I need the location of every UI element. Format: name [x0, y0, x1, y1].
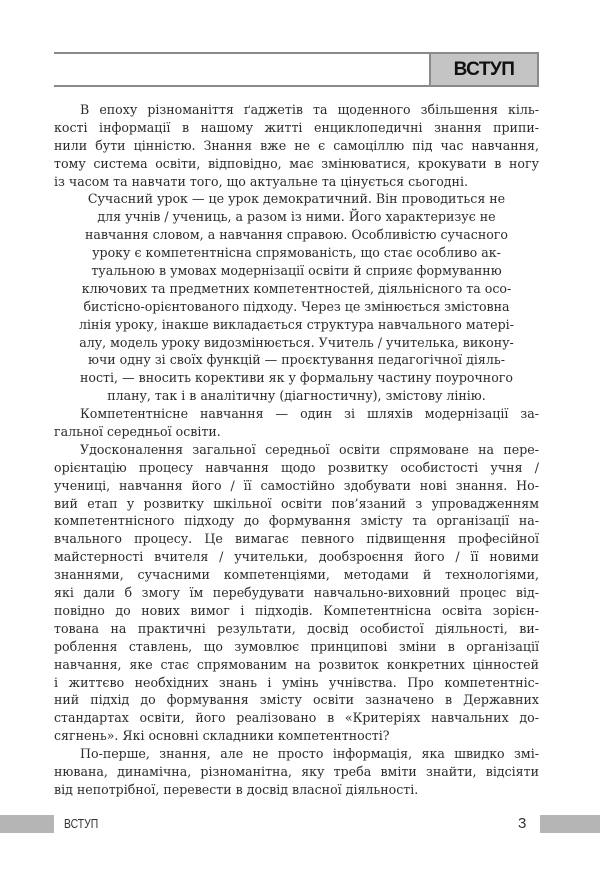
text-line: алу, модель уроку видозмінюється. Учитель / учителька, викону- [79, 334, 514, 350]
page-number: 3 [518, 815, 527, 832]
text-line: із часом та навчати того, що актуальне та цінується сьогодні. [54, 173, 468, 189]
text-line: знаннями, сучасними компетенціями, методами й технологіями, [54, 567, 539, 583]
text-line: вий етап у розвитку шкільної освіти пов’язаний з упровадженням [54, 495, 539, 511]
text-line: вчального процесу. Це вимагає певного підвищення професійної [54, 531, 539, 547]
text-line: стандартах освіти, його реалізовано в «Критеріях навчальних до- [54, 710, 539, 726]
text-line: ключових та предметних компетентностей, діяльнісного та осо- [81, 280, 512, 296]
footer-bar-right [540, 815, 600, 833]
body-text [54, 101, 539, 799]
page-footer [0, 815, 600, 835]
text-line: повідно до нових вимог і підходів. Компетентнісна освіта зорієн- [54, 602, 539, 618]
text-line: По-перше, знання, але не просто інформація, яка швидко змі- [80, 746, 539, 762]
text-line: які дали б змогу їм перебудувати навчально-виховний процес від- [54, 585, 539, 601]
paragraph [54, 101, 539, 190]
text-line: навчання словом, а навчання справою. Особливістю сучасного [85, 227, 508, 243]
text-line: тована на практичні результати, досвід особистої діяльності, ви- [54, 620, 539, 636]
text-line: майстерності вчителя / учительки, дообзроєння його / її новими [54, 549, 539, 565]
text-line: Удосконалення загальної середньої освіти спрямоване на пере- [80, 441, 539, 457]
text-line: плану, так і в аналітичну (діагностичну), змістову лінію. [107, 388, 486, 404]
section-title-box [429, 52, 539, 87]
footer-section-title: ВСТУП [64, 816, 99, 831]
paragraph [54, 441, 539, 745]
text-line: нювана, динамічна, різноманітна, яку треба вміти знайти, відсіяти [54, 763, 539, 779]
text-line: і життєво необхідних знань і умінь учнівства. Про компетентніс- [54, 674, 539, 690]
text-line: тому система освіти, відповідно, має змінюватися, крокувати в ногу [54, 155, 539, 171]
text-line: навчання, яке стає спрямованим на розвиток конкретних цінностей [54, 656, 539, 672]
text-line: ності, — вносить корективи як у формальну частину поурочного [80, 370, 513, 386]
text-line: бистісно-орієнтованого підходу. Через це змінюється змістовна [83, 298, 510, 314]
text-line: кості інформації в нашому житті енциклопедичні знання припи- [54, 119, 539, 135]
text-line: ний підхід до формування змісту освіти зазначено в Державних [54, 692, 539, 708]
text-line: В епоху різноманіття ґаджетів та щоденного збільшення кіль- [80, 102, 539, 117]
text-line: Компетентнісне навчання — один зі шляхів модернізації за- [80, 406, 539, 422]
text-line: лінія уроку, інакше викладається структура навчального матері- [79, 316, 514, 332]
paragraph [54, 190, 539, 405]
text-line: туальною в умовах модернізації освіти й сприяє формуванню [91, 263, 502, 279]
text-line: уроку є компетентнісна спрямованість, що стає особливо ак- [92, 245, 501, 261]
footer-bar-left [0, 815, 54, 833]
running-header [54, 52, 539, 87]
text-line: учениці, навчання його / її самостійно здобувати нові знання. Но- [54, 477, 539, 493]
paragraph [54, 405, 539, 441]
section-title: ВСТУП [453, 58, 515, 80]
text-line: роблення ставлень, що зумовлює принципові зміни в організації [54, 638, 539, 654]
text-line: Сучасний урок — це урок демократичний. Він проводиться не [87, 191, 506, 207]
text-line: від непотрібної, перевести в досвід власної діяльності. [54, 781, 419, 797]
text-line: нили бути цінністю. Знання вже не є самоціллю під час навчання, [54, 137, 539, 153]
text-line: для учнів / учениць, а разом із ними. Його характеризує не [97, 209, 496, 225]
text-line: компетентнісного підходу до формування змісту та організації на- [54, 513, 539, 529]
text-line: ючи одну зі своїх функцій — проєктування педагогічної діяль- [87, 352, 505, 368]
paragraph [54, 745, 539, 799]
text-line: орієнтацію процесу навчання щодо розвитку особистості учня / [54, 459, 539, 475]
text-line: сягнень». Які основні складники компетентності? [54, 728, 390, 744]
text-line: гальної середньої освіти. [54, 424, 221, 440]
